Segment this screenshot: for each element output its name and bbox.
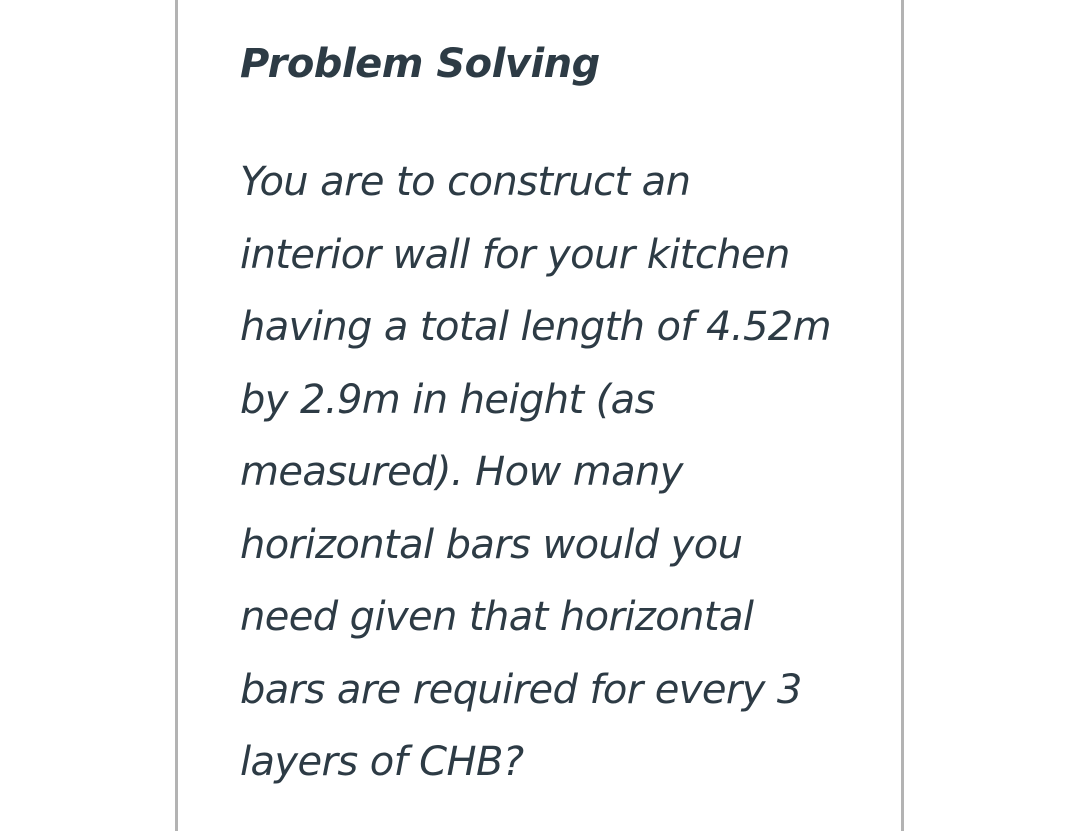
question-line: having a total length of 4.52m (240, 304, 832, 350)
problem-title: Problem Solving (240, 41, 600, 87)
problem-question (240, 146, 880, 799)
problem-card (240, 36, 880, 799)
question-line: measured). How many (240, 449, 683, 495)
question-line: by 2.9m in height (as (240, 376, 655, 423)
question-line: bars are required for every 3 (240, 666, 802, 713)
content-panel (175, 0, 904, 831)
question-line: horizontal bars would you (240, 521, 743, 568)
question-line: You are to construct an (240, 159, 691, 205)
question-line: need given that horizontal (240, 594, 754, 640)
question-line: interior wall for your kitchen (240, 231, 790, 278)
question-line: layers of CHB? (240, 739, 524, 785)
